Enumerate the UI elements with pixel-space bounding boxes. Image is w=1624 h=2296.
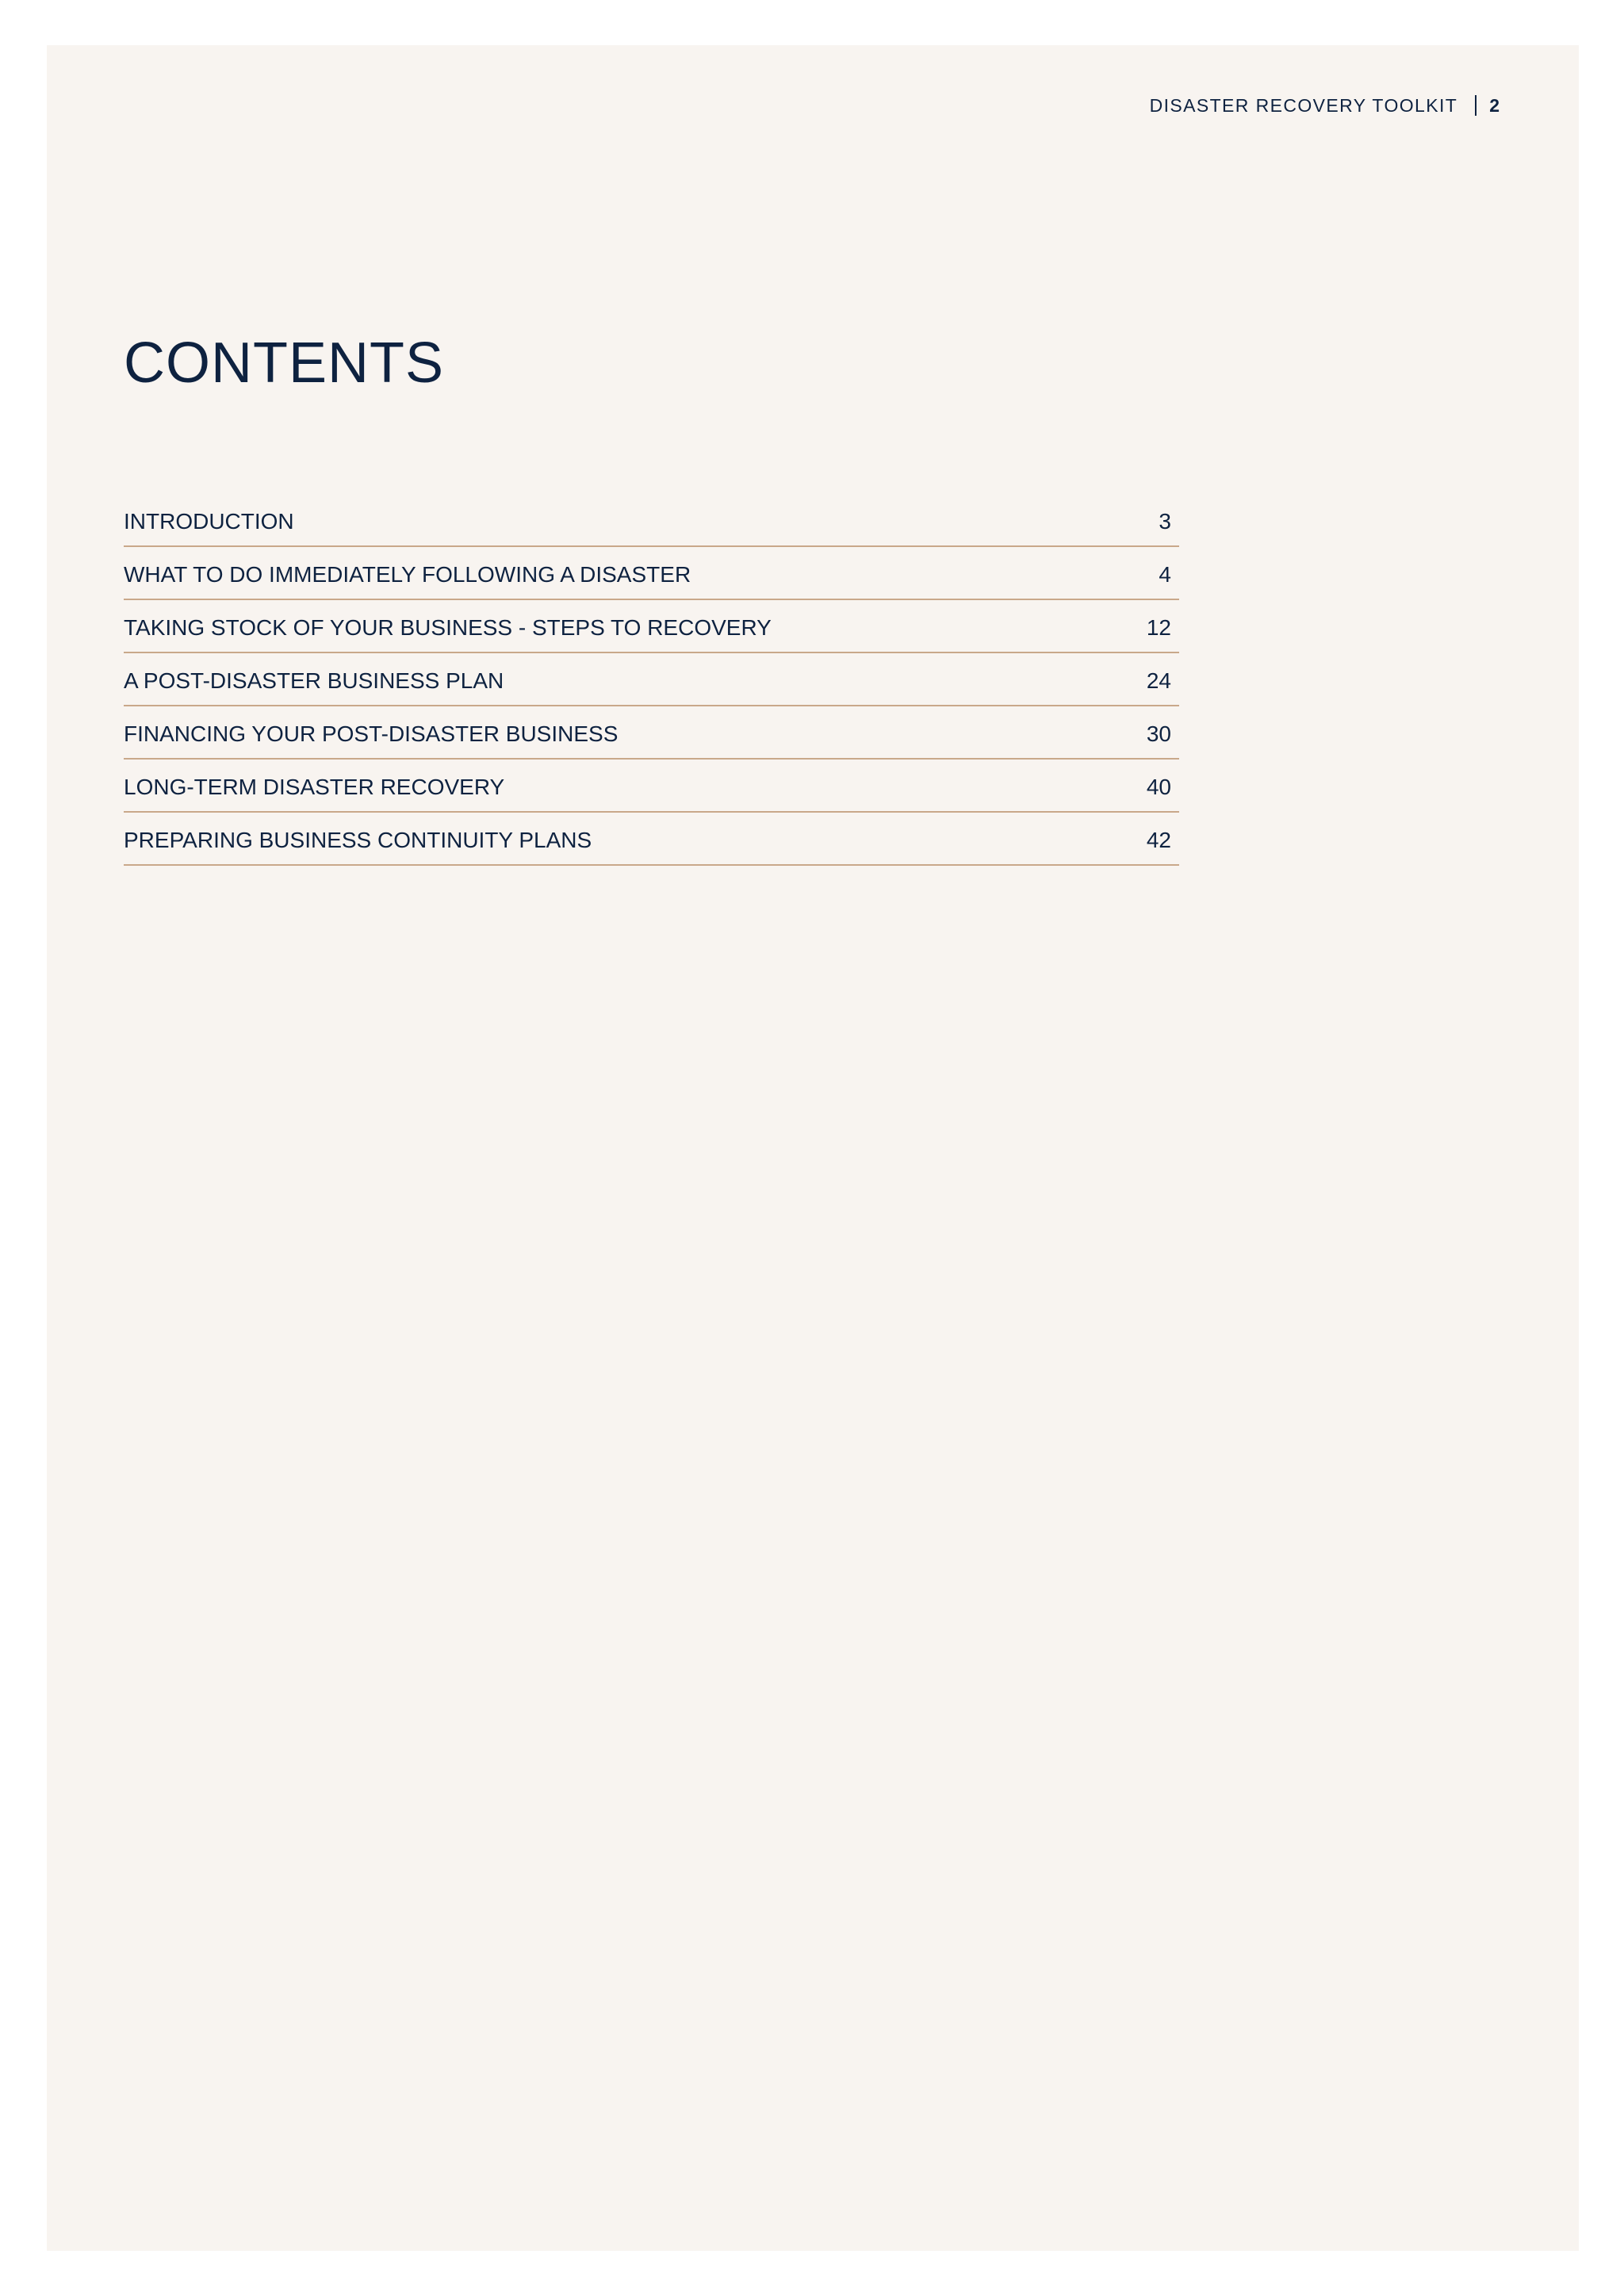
toc-entry-label: TAKING STOCK OF YOUR BUSINESS - STEPS TO RECOVERY [124,614,772,640]
document-page [47,45,1579,2251]
toc-entry-label: PREPARING BUSINESS CONTINUITY PLANS [124,827,592,852]
toc-entry-business-plan[interactable] [124,653,1179,706]
toc-entry-page: 12 [1146,614,1171,640]
toc-entry-introduction[interactable] [124,494,1179,547]
toc-entry-page: 3 [1159,508,1171,534]
contents-heading: CONTENTS [124,331,444,395]
toc-entry-long-term-recovery[interactable] [124,760,1179,813]
document-title: DISASTER RECOVERY TOOLKIT [1149,94,1458,116]
toc-entry-page: 40 [1146,774,1171,799]
toc-entry-label: INTRODUCTION [124,508,294,534]
toc-entry-continuity-plans[interactable] [124,813,1179,866]
toc-entry-label: LONG-TERM DISASTER RECOVERY [124,774,505,799]
running-header [1150,90,1500,121]
toc-entry-page: 42 [1146,827,1171,852]
page-number: 2 [1489,94,1500,116]
toc-entry-financing[interactable] [124,706,1179,760]
toc-entry-page: 30 [1146,721,1171,746]
toc-entry-page: 4 [1159,561,1171,587]
toc-entry-label: FINANCING YOUR POST-DISASTER BUSINESS [124,721,619,746]
table-of-contents [124,494,1179,866]
toc-entry-page: 24 [1146,668,1171,693]
toc-entry-taking-stock[interactable] [124,600,1179,653]
toc-entry-label: WHAT TO DO IMMEDIATELY FOLLOWING A DISASTER [124,561,691,587]
toc-entry-label: A POST-DISASTER BUSINESS PLAN [124,668,504,693]
toc-entry-immediately-following[interactable] [124,547,1179,600]
header-divider [1475,95,1477,116]
